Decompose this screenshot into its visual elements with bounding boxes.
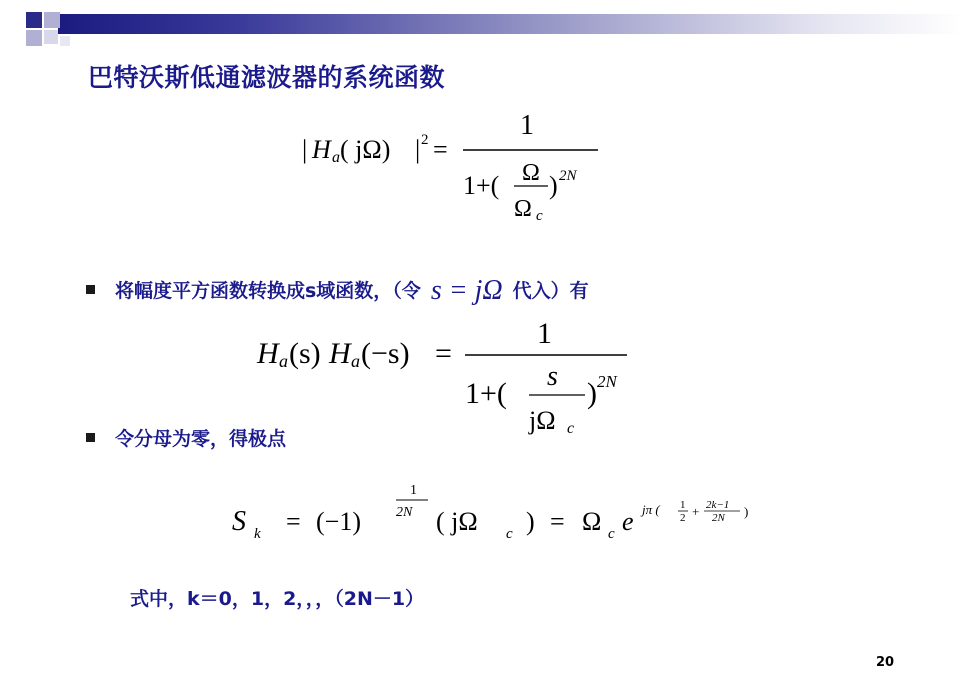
eq1-H-sub: a — [332, 149, 340, 166]
eq1-exp2n: 2N — [559, 168, 577, 184]
header-gradient-bar — [58, 14, 963, 34]
bullet-convert-to-s-domain — [86, 273, 589, 305]
eq3-e-plus: + — [692, 504, 700, 519]
eq2-inner-den-sub: c — [567, 420, 575, 437]
eq2-H1: H — [257, 337, 279, 370]
eq2-equals: = — [435, 337, 452, 370]
eq2-close-paren: ) — [587, 377, 597, 410]
equation-magnitude-squared — [300, 110, 600, 230]
eq1-inner-num: Ω — [522, 160, 540, 186]
eq3-frac-num: 2k−1 — [706, 499, 730, 511]
eq3-S: S — [232, 506, 246, 537]
eq3-equals1: = — [286, 507, 301, 536]
eq3-half-den: 2 — [680, 512, 686, 524]
eq1-exp: 2 — [421, 132, 429, 148]
eq2-H2-sub: a — [351, 351, 360, 371]
eq3-e-exp-lead: jπ ( — [642, 502, 660, 517]
eq1-equals: = — [433, 135, 448, 164]
bullet-square-icon — [86, 285, 95, 294]
equation-poles — [230, 478, 790, 548]
slide-title: 巴特沃斯低通滤波器的系统函数 — [88, 63, 446, 92]
eq1-arg: ( jΩ) — [340, 135, 391, 164]
eq3-exp-den: 2N — [396, 505, 413, 520]
eq1-inner-den-sub: c — [536, 208, 543, 224]
eq3-middle-sub: c — [506, 526, 513, 542]
eq2-exp2n: 2N — [597, 372, 617, 391]
decorative-square — [26, 30, 42, 46]
bullet-square-icon — [86, 433, 95, 442]
bullet2-text: 令分母为零，得极点 — [115, 428, 287, 450]
eq3-half-num: 1 — [680, 499, 686, 511]
eq3-base: (−1) — [316, 507, 361, 536]
decorative-square — [44, 12, 60, 28]
eq1-inner-den: Ω — [514, 196, 532, 222]
decorative-square — [26, 12, 42, 28]
eq2-inner-num: s — [547, 361, 558, 392]
eq3-frac-den: 2N — [712, 512, 725, 524]
eq2-H1-sub: a — [279, 351, 288, 371]
eq1-bar-open: | — [302, 135, 308, 164]
decorative-square — [60, 36, 70, 46]
bullet1-inline-math: s = jΩ — [430, 275, 503, 306]
eq3-S-sub: k — [254, 526, 261, 542]
bullet1-text: 将幅度平方函数转换成s域函数，（令 — [115, 280, 421, 302]
eq2-one-plus: 1+( — [465, 377, 507, 410]
eq2-numerator: 1 — [537, 317, 552, 350]
bullet-poles — [86, 424, 286, 451]
eq3-omega: Ω — [582, 507, 602, 536]
eq3-middle: ( jΩ — [436, 507, 478, 536]
equation-s-domain — [255, 315, 635, 440]
eq3-e: e — [622, 507, 634, 536]
eq3-middle-close: ) — [526, 507, 535, 536]
eq1-close-paren: ) — [549, 171, 558, 200]
eq3-exp-num: 1 — [410, 483, 417, 498]
eq2-H1-arg: (s) — [289, 337, 321, 370]
index-note: 式中，k＝0，1，2，，，（2N－1） — [130, 588, 425, 610]
eq1-one-plus: 1+( — [463, 171, 500, 200]
eq2-H2-arg: (−s) — [361, 337, 410, 370]
eq1-numerator: 1 — [520, 110, 534, 141]
eq3-equals2: = — [550, 507, 565, 536]
eq2-inner-den: jΩ — [529, 406, 556, 435]
page-number: 20 — [876, 655, 895, 670]
bullet1-text-after: 代入）有 — [512, 280, 589, 302]
decorative-square — [44, 30, 58, 44]
eq3-omega-sub: c — [608, 526, 615, 542]
eq2-H2: H — [329, 337, 351, 370]
eq3-e-exp-close: ) — [744, 504, 749, 519]
eq1-bar-close: | — [415, 135, 421, 164]
eq1-H: H — [312, 135, 331, 164]
